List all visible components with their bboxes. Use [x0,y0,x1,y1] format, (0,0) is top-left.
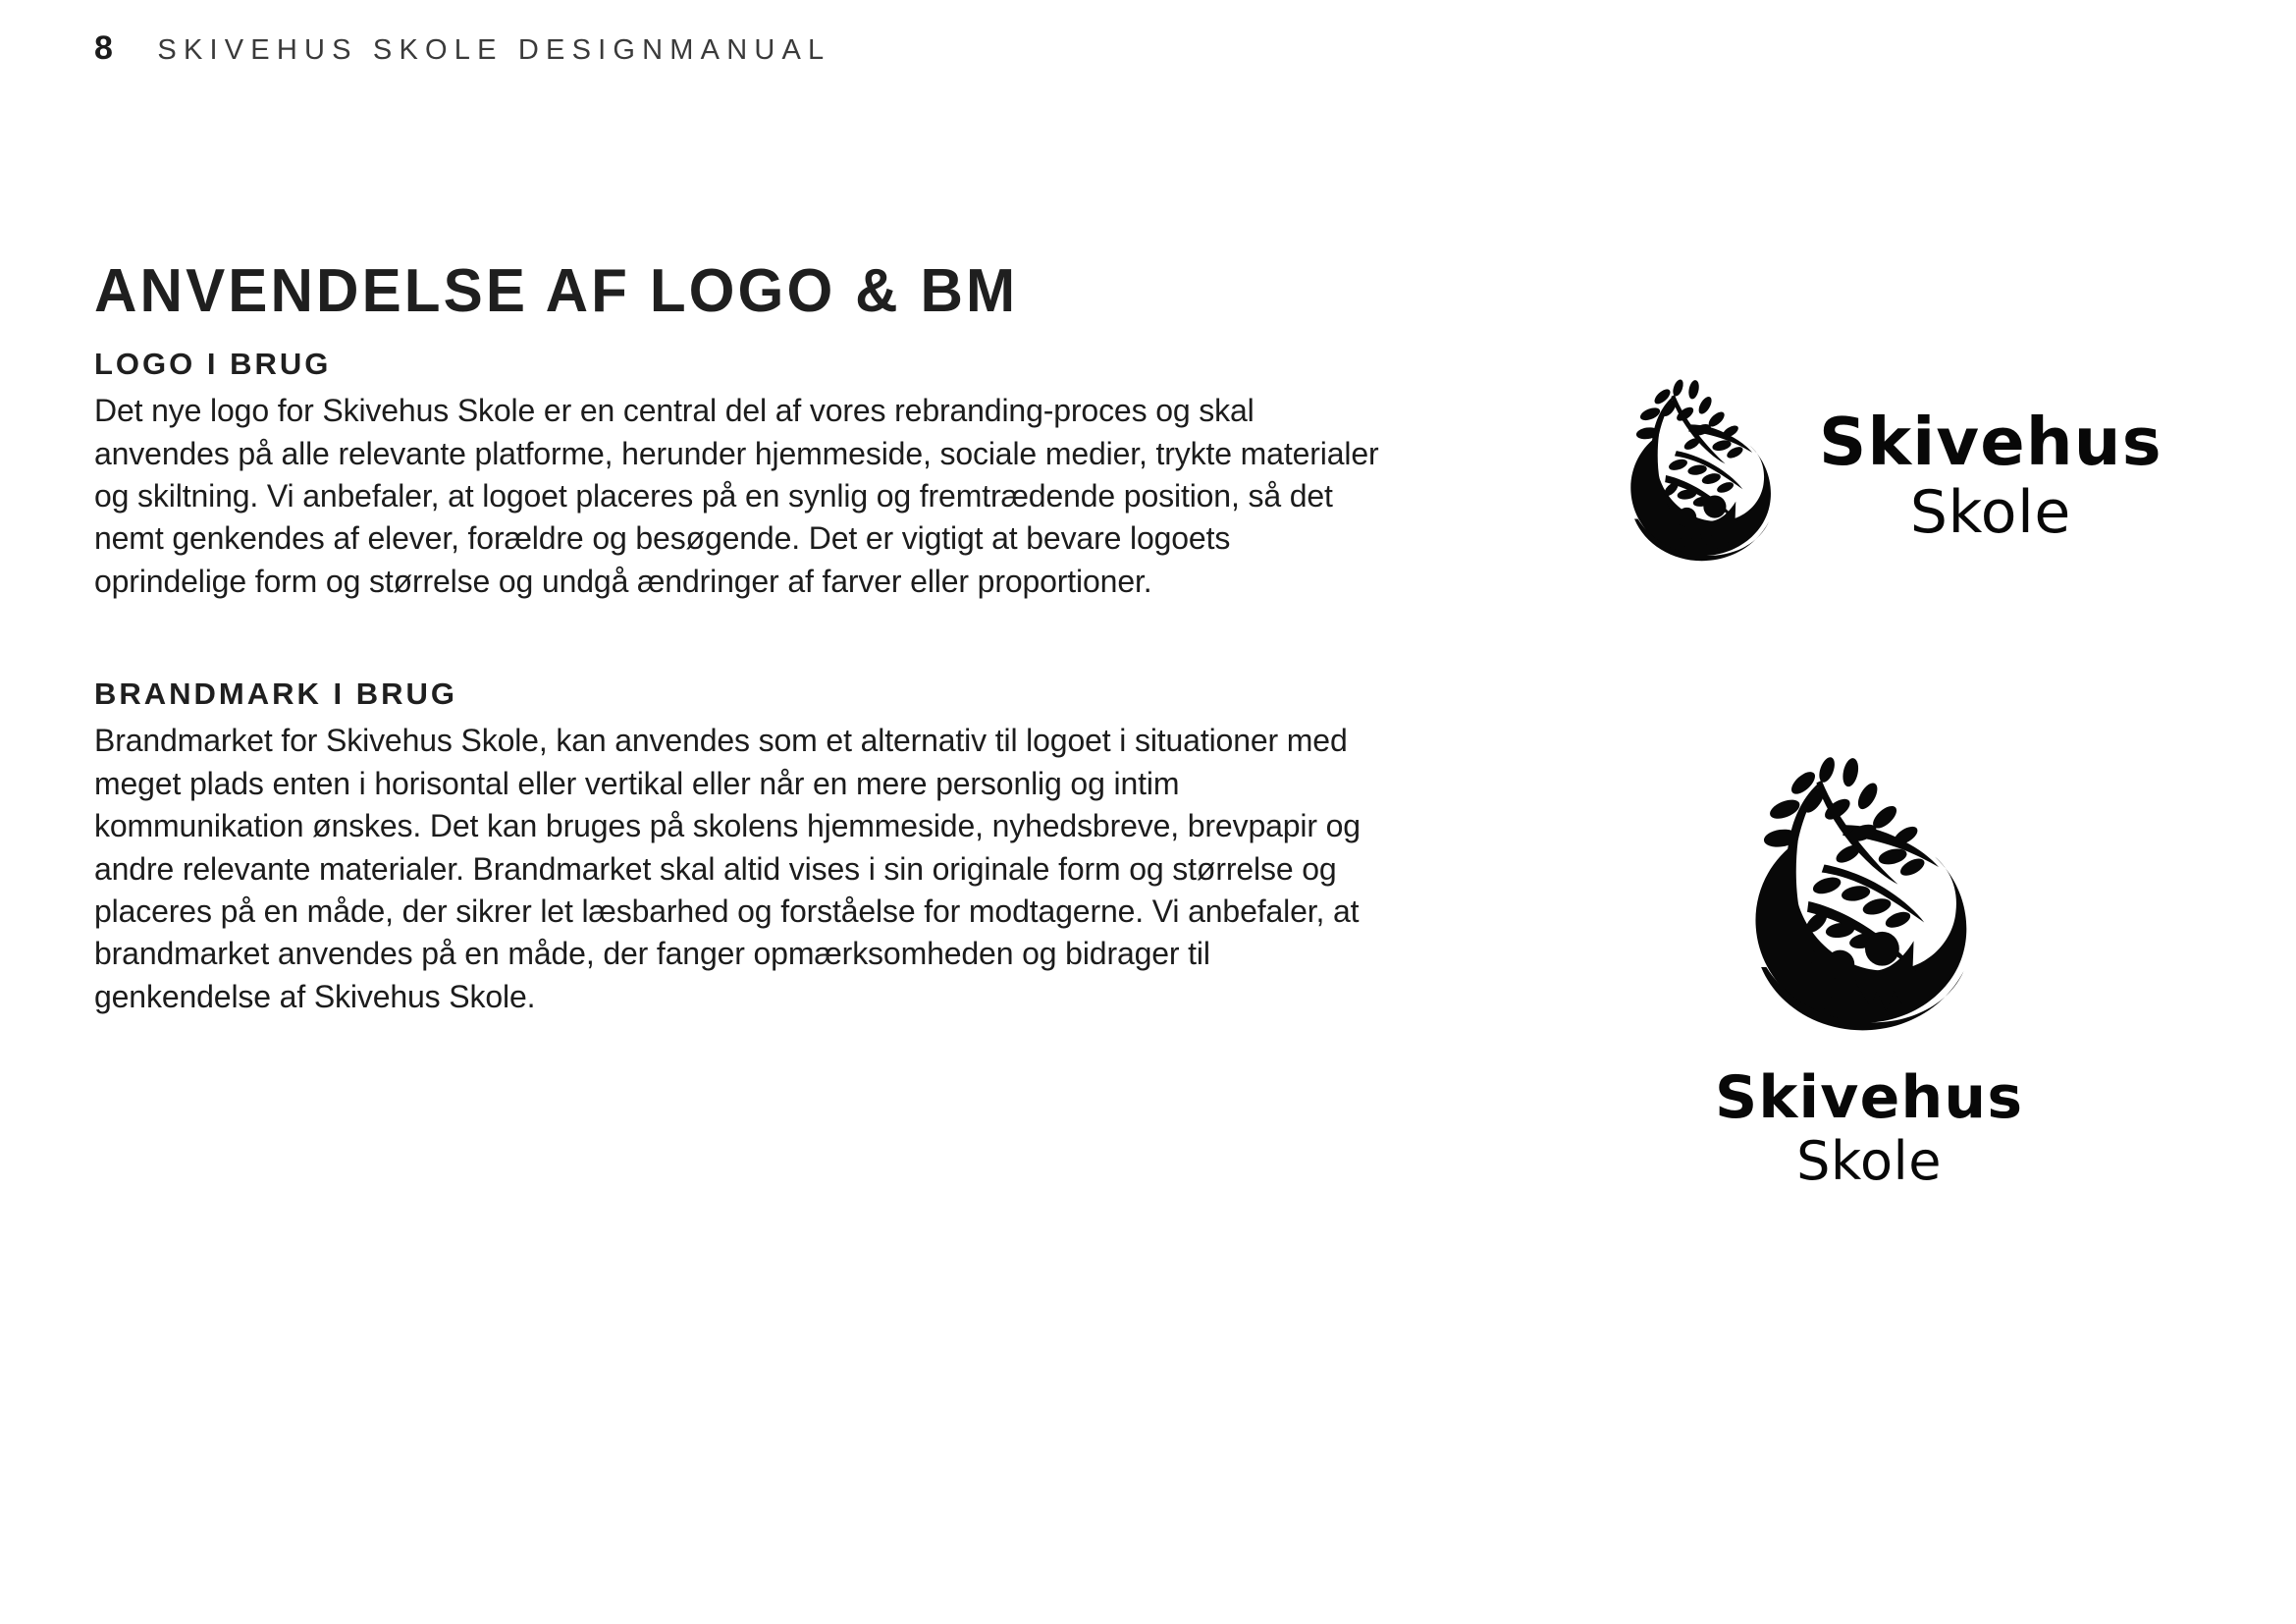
brandmark-wordmark-line1: Skivehus [1715,1063,2024,1132]
tree-children-circle-icon [1737,756,2001,1047]
skivehus-skole-logo-horizontal [1619,379,2163,571]
page-header [94,31,830,65]
brandmark-wordmark [1715,1063,2024,1192]
section-heading-logo-i-brug: LOGO I BRUG [94,347,332,381]
brandmark-wordmark-line2: Skole [1796,1130,1943,1192]
logo-wordmark-line2: Skole [1909,477,2071,547]
page-number: 8 [94,29,114,67]
section-logo-i-brug [94,346,1400,603]
skivehus-skole-brandmark-vertical [1715,756,2024,1192]
logo-wordmark [1819,403,2163,547]
section-body-logo-i-brug: Det nye logo for Skivehus Skole er en central del af vores rebranding-proces og skal anvendes på alle relevante platforme, herunder hjemmeside, sociale medier, trykte materialer og skiltning. Vi anbefaler, at logoet placeres på en synlig og fremtrædende position, så det nemt genkendes af elever, forældre og besøgende. Det er vigtigt at bevare logoets oprindelige form og størrelse og undgå ændringer af farver eller proportioner. [94,393,1379,599]
logo-examples-area [1570,0,2296,1624]
content-column [94,346,1400,1018]
section-body-brandmark-i-brug: Brandmarket for Skivehus Skole, kan anvendes som et alternativ til logoet i situationer med meget plads enten i horisontal eller vertikal eller når en mere personlig og intim kommunikation ønskes. Det kan bruges på skolens hjemmeside, nyhedsbreve, brevpapir og andre relevante materialer. Brandmarket skal altid vises i sin originale form og størrelse og placeres på en måde, der sikrer let læsbarhed og forståelse for modtagerne. Vi anbefaler, at brandmarket anvendes på en måde, der fanger opmærksomheden og bidrager til genkendelse af Skivehus Skole. [94,723,1361,1014]
document-header-title: SKIVEHUS SKOLE DESIGNMANUAL [157,34,831,66]
tree-children-circle-icon [1619,379,1793,571]
section-brandmark-i-brug [94,676,1400,1018]
page-title: ANVENDELSE AF LOGO & BM [94,256,1019,325]
logo-wordmark-line1: Skivehus [1819,403,2163,480]
section-heading-brandmark-i-brug: BRANDMARK I BRUG [94,677,458,712]
